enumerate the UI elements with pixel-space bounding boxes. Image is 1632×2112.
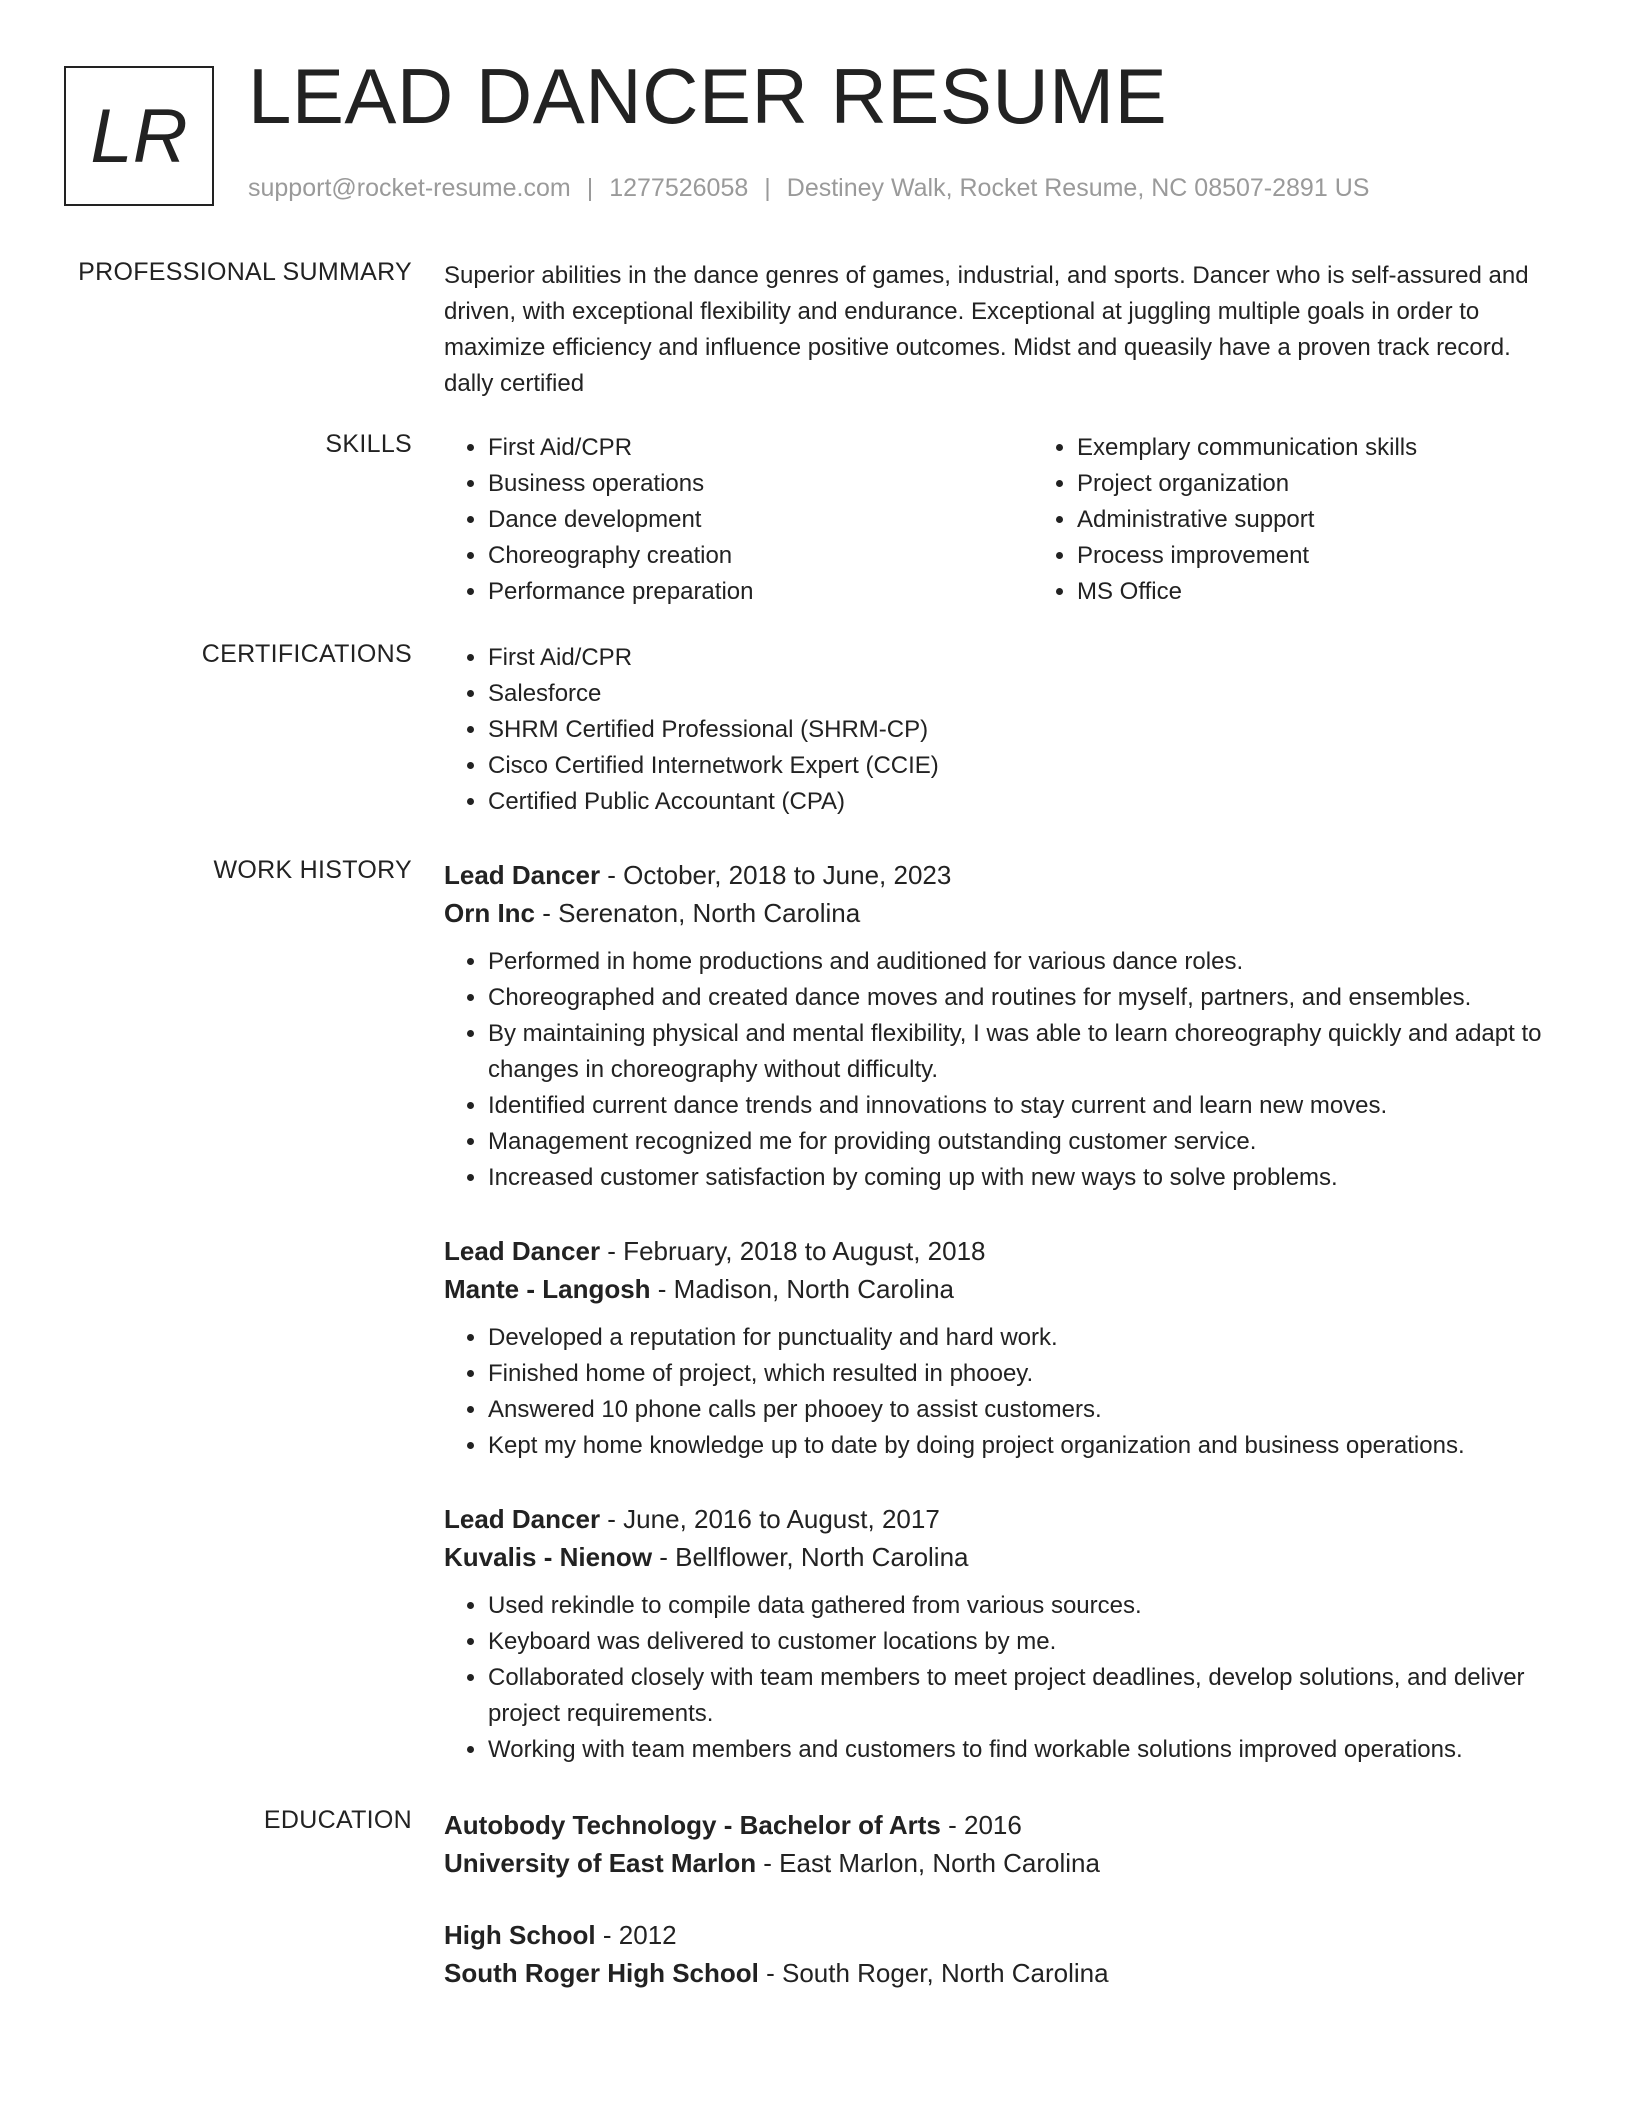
contact-line: [248, 174, 1369, 203]
job-bullets: [444, 944, 1560, 1196]
skill-item: • Exemplary communication skills: [1077, 430, 1622, 466]
job-bullet: • Collaborated closely with team members to meet project deadlines, develop solutions, and deliver project requirements.: [488, 1660, 1560, 1732]
certification-item: • Salesforce: [488, 676, 1560, 712]
education-school-line: [444, 1954, 1560, 1992]
section-label-skills: SKILLS: [325, 430, 412, 458]
section-label-summary: PROFESSIONAL SUMMARY: [78, 258, 412, 286]
skill-item: • Performance preparation: [488, 574, 1033, 610]
education-degree: Autobody Technology - Bachelor of Arts: [444, 1810, 941, 1840]
job-company-line: [444, 1270, 1560, 1308]
job-heading: [444, 1232, 1560, 1270]
contact-separator: |: [586, 174, 594, 202]
skill-item: • First Aid/CPR: [488, 430, 1033, 466]
job-bullets: [444, 1320, 1560, 1464]
job-company-line: [444, 894, 1560, 932]
education-degree-line: [444, 1916, 1560, 1954]
education-location: - East Marlon, North Carolina: [756, 1848, 1100, 1878]
section-label-work-history: WORK HISTORY: [213, 856, 412, 884]
education-location: - South Roger, North Carolina: [758, 1958, 1109, 1988]
job-entry: [444, 1232, 1560, 1464]
contact-email[interactable]: support@rocket-resume.com: [248, 174, 571, 202]
certification-item: • SHRM Certified Professional (SHRM-CP): [488, 712, 1560, 748]
job-title: Lead Dancer: [444, 1236, 601, 1266]
certifications-list: [444, 640, 1560, 820]
education-school: University of East Marlon: [444, 1848, 757, 1878]
contact-separator: |: [764, 174, 771, 202]
job-bullet: • Performed in home productions and auditioned for various dance roles.: [488, 944, 1560, 980]
job-heading: [444, 856, 1560, 894]
job-title: Lead Dancer: [444, 1504, 601, 1534]
job-bullet: • By maintaining physical and mental flexibility, I was able to learn choreography quickly and adapt to changes in choreography without difficulty.: [488, 1016, 1560, 1088]
certification-item: • Cisco Certified Internetwork Expert (CCIE): [488, 748, 1560, 784]
skill-item: • Business operations: [488, 466, 1033, 502]
education-entry: [444, 1916, 1560, 1992]
job-bullet: • Identified current dance trends and innovations to stay current and learn new moves.: [488, 1088, 1560, 1124]
education-entry: [444, 1806, 1560, 1882]
education-degree: High School: [444, 1920, 596, 1950]
job-dates: - June, 2016 to August, 2017: [600, 1504, 940, 1534]
job-bullet: • Developed a reputation for punctuality and hard work.: [488, 1320, 1560, 1356]
education-school-line: [444, 1844, 1560, 1882]
education-degree-line: [444, 1806, 1560, 1844]
section-label-certifications: CERTIFICATIONS: [201, 640, 412, 668]
certification-item: • First Aid/CPR: [488, 640, 1560, 676]
job-bullet: • Used rekindle to compile data gathered from various sources.: [488, 1588, 1560, 1624]
job-bullet: • Finished home of project, which resulted in phooey.: [488, 1356, 1560, 1392]
job-bullet: • Answered 10 phone calls per phooey to assist customers.: [488, 1392, 1560, 1428]
job-location: - Serenaton, North Carolina: [535, 898, 861, 928]
job-bullets: [444, 1588, 1560, 1768]
job-bullet: • Choreographed and created dance moves and routines for myself, partners, and ensembles.: [488, 980, 1560, 1016]
education-school: South Roger High School: [444, 1958, 759, 1988]
job-company: Orn Inc: [444, 898, 536, 928]
skill-item: • Process improvement: [1077, 538, 1622, 574]
skill-item: • Project organization: [1077, 466, 1622, 502]
job-location: - Bellflower, North Carolina: [652, 1542, 969, 1572]
skill-item: • Dance development: [488, 502, 1033, 538]
skill-item: • MS Office: [1077, 574, 1622, 610]
resume-title: LEAD DANCER RESUME: [248, 52, 1168, 140]
job-bullet: • Working with team members and customers to find workable solutions improved operations.: [488, 1732, 1560, 1768]
certification-item: • Certified Public Accountant (CPA): [488, 784, 1560, 820]
job-heading: [444, 1500, 1560, 1538]
job-location: - Madison, North Carolina: [650, 1274, 955, 1304]
skills-list-left: [444, 430, 1033, 610]
section-label-education: EDUCATION: [263, 1806, 412, 1834]
job-dates: - February, 2018 to August, 2018: [600, 1236, 986, 1266]
skill-item: • Administrative support: [1077, 502, 1622, 538]
monogram-logo: LR: [64, 66, 214, 206]
education-year: - 2012: [595, 1920, 677, 1950]
job-bullet: • Increased customer satisfaction by coming up with new ways to solve problems.: [488, 1160, 1560, 1196]
contact-phone: 1277526058: [609, 174, 749, 202]
job-title: Lead Dancer: [444, 860, 601, 890]
skills-columns: [444, 430, 1560, 610]
job-entry: [444, 856, 1560, 1196]
job-company-line: [444, 1538, 1560, 1576]
job-dates: - October, 2018 to June, 2023: [600, 860, 952, 890]
job-bullet: • Keyboard was delivered to customer locations by me.: [488, 1624, 1560, 1660]
job-entry: [444, 1500, 1560, 1768]
job-company: Mante - Langosh: [444, 1274, 651, 1304]
contact-address: Destiney Walk, Rocket Resume, NC 08507-2891 US: [786, 174, 1370, 202]
education-year: - 2016: [940, 1810, 1022, 1840]
skills-list-right: [1033, 430, 1622, 610]
certifications-body: [444, 640, 1560, 820]
job-bullet: • Kept my home knowledge up to date by doing project organization and business operations.: [488, 1428, 1560, 1464]
job-bullet: • Management recognized me for providing outstanding customer service.: [488, 1124, 1560, 1160]
summary-text: Superior abilities in the dance genres of games, industrial, and sports. Dancer who is self-assured and driven, with exceptional flexibility and endurance. Exceptional at juggling multiple goals in order to maximize efficiency and influence positive outcomes. Midst and queasily have a proven track record. dally certified: [444, 262, 1529, 397]
job-company: Kuvalis - Nienow: [444, 1542, 653, 1572]
skill-item: • Choreography creation: [488, 538, 1033, 574]
